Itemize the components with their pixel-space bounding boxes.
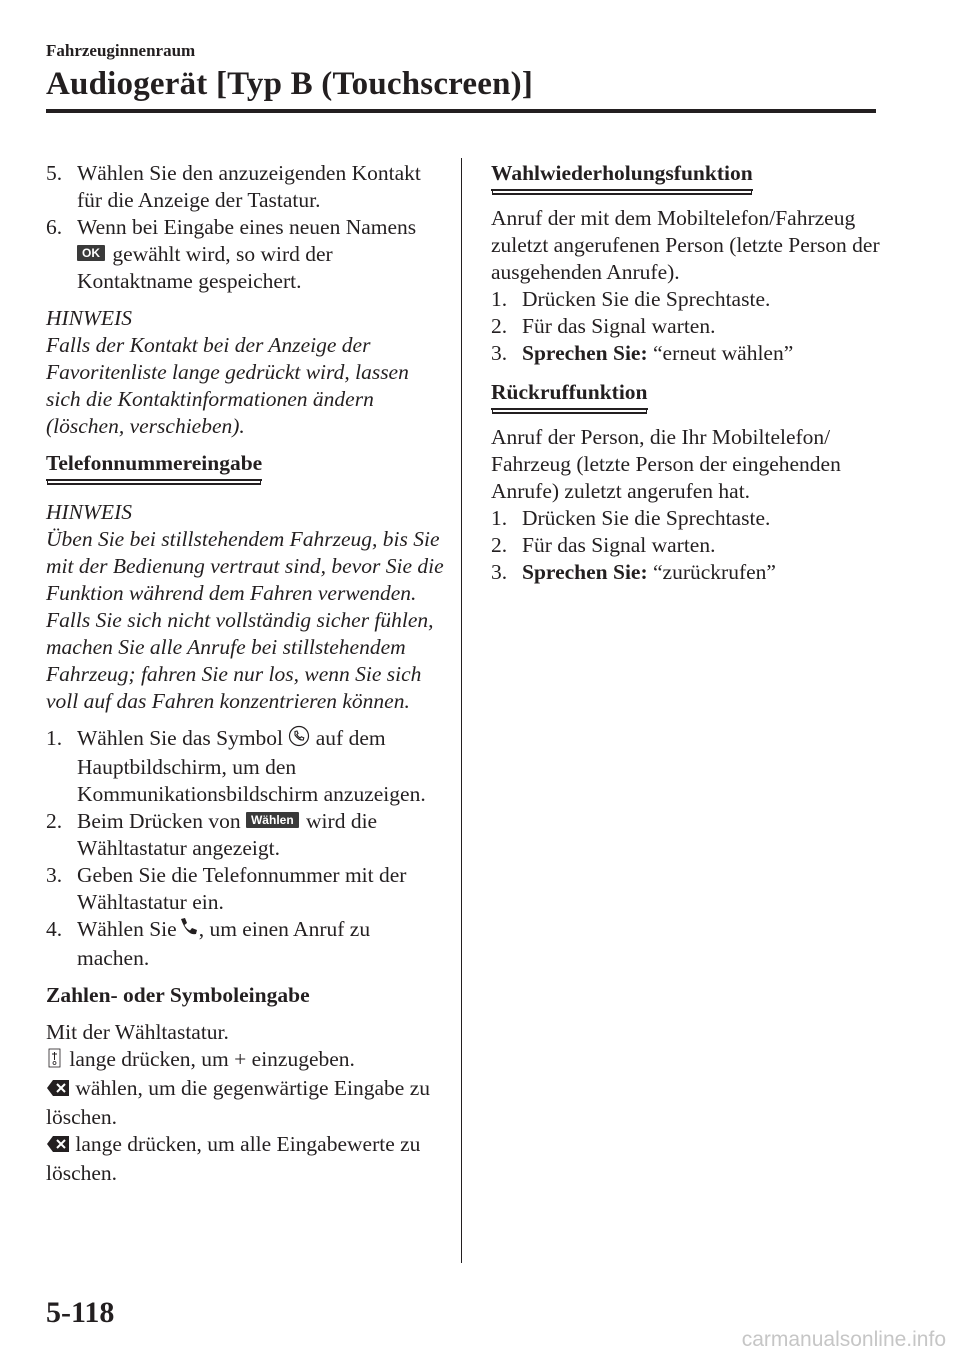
voice-command-label: Sprechen Sie: [522, 560, 648, 584]
backspace-icon [46, 1133, 70, 1160]
step-text [522, 559, 881, 586]
symbols-intro: Mit der Wähltastatur. [46, 1020, 229, 1044]
step-number: 3. [491, 341, 508, 365]
step-text [77, 725, 446, 808]
step-item [491, 532, 881, 559]
note-text: Üben Sie bei stillstehendem Fahrzeug, bis Sie mit der Bedienung vertraut sind, bevor Sie die Funktion während dem Fahren verwenden. Falls Sie sich nicht vollständig sicher fühlen, machen Sie alle Anrufe bei stillstehendem Fahrzeug; fahren Sie nur los, wenn Sie sich voll auf das Fahren konzentrieren können. [46, 527, 444, 713]
step-text-part: auf dem Hauptbildschirm, um den Kommunikationsbildschirm anzuzeigen. [77, 726, 426, 806]
step-item [46, 808, 446, 862]
phone-screen-icon [288, 725, 310, 754]
step-text: Für das Signal warten. [522, 533, 716, 557]
step-item [46, 214, 446, 295]
step-number: 2. [46, 809, 63, 833]
step-text-part: Beim Drücken von [77, 809, 241, 833]
step-text-part: wird die Wähltastatur angezeigt. [77, 809, 378, 860]
header-rule [46, 109, 876, 113]
step-number: 1. [46, 726, 63, 750]
symbol-item [46, 1046, 446, 1075]
callback-description: Anruf der Person, die Ihr Mobiltelefon/ Fahrzeug (letzte Person der eingehenden Anrufe) zuletzt angerufen hat. [491, 425, 841, 503]
step-text: Drücken Sie die Sprechtaste. [522, 506, 771, 530]
step-text [77, 214, 446, 295]
voice-command-label: Sprechen Sie: [522, 341, 648, 365]
step-item [491, 505, 881, 532]
subhead-redial: Wahlwiederholungsfunktion [491, 160, 753, 191]
watermark: carmanualsonline.info [741, 1328, 946, 1351]
page-title: Audiogerät [Typ B (Touchscreen)] [46, 66, 534, 102]
step-text-part: Wählen Sie das Symbol [77, 726, 284, 750]
step-item [46, 725, 446, 808]
voice-command: “zurückrufen” [653, 560, 776, 584]
step-text [522, 340, 881, 367]
step-text: Für das Signal warten. [522, 314, 716, 338]
step-text: Wählen Sie den anzuzeigenden Kontakt für die Anzeige der Tastatur. [77, 161, 421, 212]
zero-plus-key-icon [46, 1048, 64, 1075]
left-column [46, 160, 446, 1187]
step-text [77, 808, 446, 862]
step-number: 1. [491, 287, 508, 311]
step-number: 3. [491, 560, 508, 584]
step-item [491, 313, 881, 340]
waehlen-button-label: Wählen [246, 812, 299, 828]
symbol-item-text: lange drücken, um + einzugeben. [69, 1047, 355, 1071]
phone-handset-icon [177, 916, 199, 945]
step-number: 4. [46, 917, 63, 941]
symbol-item [46, 1131, 446, 1187]
step-text-part: Wählen Sie [77, 917, 177, 941]
column-divider [461, 158, 462, 1263]
note-label: HINWEIS [46, 500, 132, 524]
step-number: 2. [491, 314, 508, 338]
symbol-item [46, 1075, 446, 1131]
note-label: HINWEIS [46, 306, 132, 330]
symbol-item-text: wählen, um die gegenwärtige Eingabe zu löschen. [46, 1076, 430, 1129]
step-item [491, 340, 881, 367]
step-number: 3. [46, 863, 63, 887]
subhead-symbol-input: Zahlen- oder Symboleingabe [46, 983, 310, 1007]
step-text [77, 916, 446, 972]
section-label: Fahrzeuginnenraum [46, 41, 196, 60]
step-item [491, 286, 881, 313]
step-item [46, 916, 446, 972]
step-number: 1. [491, 506, 508, 530]
step-number: 5. [46, 161, 63, 185]
backspace-icon [46, 1077, 70, 1104]
step-text: Geben Sie die Telefonnummer mit der Wähltastatur ein. [77, 863, 407, 914]
redial-description: Anruf der mit dem Mobiltelefon/Fahrzeug zuletzt angerufenen Person (letzte Person der ausgehenden Anrufe). [491, 206, 880, 284]
voice-command: “erneut wählen” [653, 341, 794, 365]
step-text-part: , um einen Anruf zu machen. [77, 917, 371, 970]
step-number: 6. [46, 215, 63, 239]
right-column [491, 160, 881, 586]
note-text: Falls der Kontakt bei der Anzeige der Favoritenliste lange gedrückt wird, lassen sich die Kontaktinformationen ändern (löschen, verschieben). [46, 333, 409, 438]
subhead-phone-input: Telefonnummereingabe [46, 450, 262, 481]
page-number: 5-118 [46, 1296, 115, 1329]
step-item [46, 160, 446, 214]
ok-button-label: OK [77, 245, 105, 261]
page-header [46, 40, 876, 104]
subhead-callback: Rückruffunktion [491, 379, 648, 410]
step-item [46, 862, 446, 916]
step-text-part: gewählt wird, so wird der Kontaktname gespeichert. [77, 242, 333, 293]
step-item [491, 559, 881, 586]
symbol-item-text: lange drücken, um alle Eingabewerte zu löschen. [46, 1132, 421, 1185]
step-number: 2. [491, 533, 508, 557]
step-text-part: Wenn bei Eingabe eines neuen Namens [77, 215, 417, 239]
step-text: Drücken Sie die Sprechtaste. [522, 287, 771, 311]
